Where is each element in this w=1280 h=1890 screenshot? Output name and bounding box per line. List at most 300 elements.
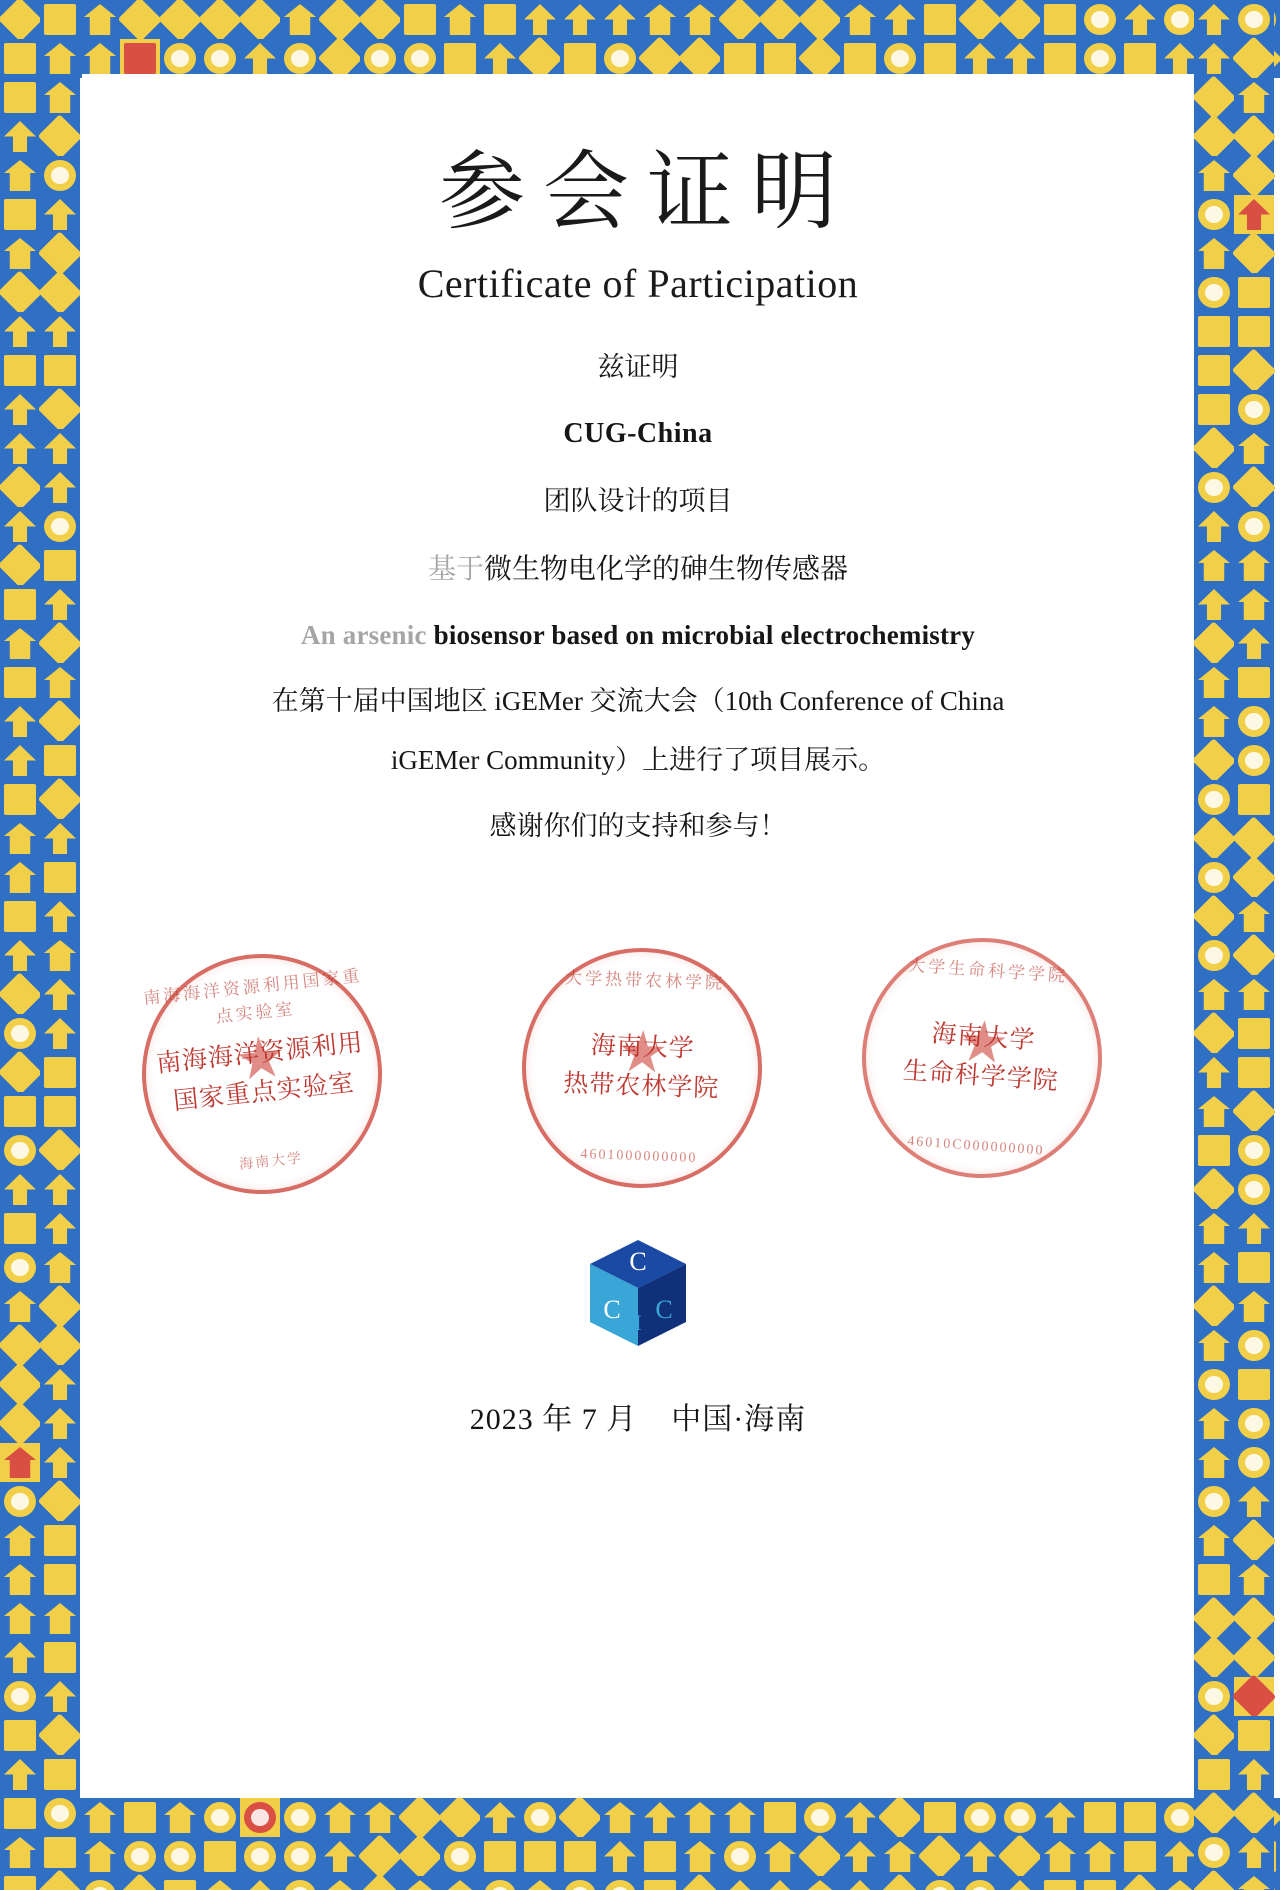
square-icon	[1198, 1135, 1230, 1166]
diamond-icon	[1194, 1791, 1236, 1836]
stamp-arc-bottom: 4601000000000	[580, 1147, 698, 1167]
border-tile	[0, 1794, 40, 1833]
border-band-left	[0, 0, 80, 1890]
house-icon	[324, 1802, 356, 1833]
diamond-icon	[38, 1284, 80, 1329]
diamond-icon	[398, 1798, 443, 1840]
border-tile	[1194, 0, 1234, 39]
border-tile	[40, 624, 80, 663]
arrow-icon	[4, 511, 36, 542]
border-tile	[40, 1872, 80, 1890]
square-icon	[1198, 316, 1230, 347]
border-tile	[0, 273, 40, 312]
diamond-icon	[958, 0, 1003, 42]
border-tile	[40, 1326, 80, 1365]
diamond-icon	[398, 1834, 443, 1879]
border-tile	[1234, 1482, 1274, 1521]
border-tile	[0, 468, 40, 507]
page-title-cn: 参会证明	[439, 144, 855, 240]
border-tile	[1234, 117, 1274, 156]
arrow-icon	[964, 1841, 996, 1872]
border-tile	[1194, 1794, 1234, 1833]
house-icon	[1204, 1802, 1236, 1833]
border-tile	[600, 1837, 640, 1876]
square-icon	[644, 1880, 676, 1890]
border-tile	[240, 1876, 280, 1890]
arrow-icon	[324, 1841, 356, 1872]
diamond-icon	[878, 1873, 923, 1890]
project-title-en	[82, 619, 1194, 651]
border-tile	[1160, 1876, 1200, 1890]
border-tile	[1080, 1876, 1120, 1890]
border-tile	[1234, 1170, 1274, 1209]
diamond-icon	[1232, 1635, 1277, 1680]
house-icon	[1044, 1841, 1076, 1872]
stamp-arc-top: 南海海洋资源利用国家重点实验室	[142, 966, 364, 1027]
stamp-arc-bottom: 46010C000000000	[906, 1134, 1045, 1159]
house-icon	[324, 1880, 356, 1890]
border-tile	[1200, 1876, 1240, 1890]
square-icon	[44, 1837, 76, 1868]
border-tile	[1194, 1404, 1234, 1443]
house-icon	[4, 1841, 36, 1872]
border-tile	[40, 1599, 80, 1638]
border-tile	[1194, 1677, 1234, 1716]
border-tile	[40, 1521, 80, 1560]
border-tile	[240, 0, 280, 39]
border-tile	[880, 39, 920, 78]
border-tile	[840, 1876, 880, 1890]
border-tile	[640, 1876, 680, 1890]
project-title-en-main: biosensor based on microbial electrochemistry	[433, 619, 976, 650]
gear-icon	[44, 511, 76, 542]
border-tile	[1080, 39, 1120, 78]
border-tile	[0, 1716, 40, 1755]
square-icon	[1238, 1057, 1270, 1088]
border-tile	[560, 1876, 600, 1890]
arrow-icon	[1238, 1837, 1270, 1868]
house-icon	[84, 43, 116, 74]
border-tile	[0, 1521, 40, 1560]
border-tile	[0, 195, 40, 234]
square-icon	[484, 1841, 516, 1872]
border-tile	[960, 1837, 1000, 1876]
stamp-arc-top: 大学生命科学学院	[907, 955, 1069, 986]
border-tile	[1194, 1521, 1234, 1560]
border-tile	[1120, 1798, 1160, 1837]
gear-icon	[1198, 940, 1230, 971]
border-tile	[1194, 312, 1234, 351]
square-icon	[1238, 1018, 1270, 1049]
square-icon	[1238, 1369, 1270, 1400]
conference-line-1: 在第十届中国地区 iGEMer 交流大会（10th Conference of China	[271, 686, 1005, 717]
border-tile	[1234, 468, 1274, 507]
diamond-icon	[38, 270, 80, 315]
border-tile	[840, 1798, 880, 1837]
border-tile	[1234, 585, 1274, 624]
border-tile	[1234, 1248, 1274, 1287]
arrow-icon	[44, 589, 76, 620]
square-icon	[44, 355, 76, 386]
gear-icon	[1198, 472, 1230, 503]
border-tile	[160, 1876, 200, 1890]
diamond-icon	[1232, 153, 1277, 198]
border-tile	[40, 1482, 80, 1521]
arrow-icon	[1238, 199, 1270, 230]
arrow-icon	[1004, 1880, 1036, 1890]
border-band-right	[1194, 0, 1280, 1890]
arrow-icon	[4, 43, 36, 74]
border-tile	[1234, 1872, 1274, 1890]
border-tile	[120, 39, 160, 78]
border-tile	[0, 429, 40, 468]
square-icon	[1198, 394, 1230, 425]
border-tile	[0, 312, 40, 351]
gear-icon	[364, 43, 396, 74]
border-tile	[1194, 1092, 1234, 1131]
border-tile	[40, 858, 80, 897]
border-tile	[960, 39, 1000, 78]
diamond-icon	[358, 1834, 403, 1879]
diamond-icon	[1232, 231, 1277, 276]
border-tile	[320, 1837, 360, 1876]
square-icon	[724, 43, 756, 74]
border-tile	[440, 0, 480, 39]
house-icon	[4, 1837, 36, 1868]
diamond-icon	[1194, 1713, 1236, 1758]
gear-icon	[444, 1841, 476, 1872]
gear-icon	[1198, 1369, 1230, 1400]
diamond-icon	[158, 0, 203, 42]
arrow-icon	[44, 901, 76, 932]
gear-icon	[164, 43, 196, 74]
border-tile	[0, 78, 40, 117]
border-tile	[40, 351, 80, 390]
stamp-line-1: 南海海洋资源利用	[155, 1029, 365, 1079]
gear-icon	[4, 1135, 36, 1166]
house-icon	[604, 1802, 636, 1833]
square-icon	[44, 1880, 76, 1890]
border-tile	[280, 39, 320, 78]
border-tile	[40, 1833, 80, 1872]
border-tile	[40, 390, 80, 429]
border-tile	[1240, 1798, 1280, 1837]
house-icon	[404, 1880, 436, 1890]
border-tile	[600, 0, 640, 39]
square-icon	[124, 1802, 156, 1833]
gear-icon	[524, 1802, 556, 1833]
border-tile	[520, 1837, 560, 1876]
arrow-icon	[44, 199, 76, 230]
house-icon	[1238, 82, 1270, 113]
border-tile	[1194, 741, 1234, 780]
border-tile	[40, 1560, 80, 1599]
border-tile	[560, 1798, 600, 1837]
house-icon	[164, 1802, 196, 1833]
arrow-icon	[244, 43, 276, 74]
border-tile	[0, 39, 40, 78]
diamond-icon	[0, 1050, 42, 1095]
square-icon	[1124, 1841, 1156, 1872]
border-tile	[80, 0, 120, 39]
border-tile	[880, 1876, 920, 1890]
diamond-icon	[1194, 738, 1236, 783]
border-tile	[1234, 351, 1274, 390]
diamond-icon	[1232, 1674, 1277, 1719]
border-tile	[160, 1837, 200, 1876]
gear-icon	[44, 4, 76, 35]
border-tile	[680, 39, 720, 78]
square-icon	[4, 784, 36, 815]
gear-icon	[4, 1486, 36, 1517]
border-tile	[1194, 1638, 1234, 1677]
diamond-icon	[1118, 1873, 1163, 1890]
border-tile	[40, 195, 80, 234]
border-tile	[1194, 1131, 1234, 1170]
border-tile	[1194, 1872, 1234, 1890]
gear-icon	[1238, 1447, 1270, 1478]
border-tile	[1194, 1326, 1234, 1365]
border-tile	[40, 39, 80, 78]
arrow-icon	[4, 1174, 36, 1205]
border-tile	[40, 312, 80, 351]
square-icon	[4, 901, 36, 932]
border-tile	[200, 0, 240, 39]
border-tile	[0, 1404, 40, 1443]
border-tile	[40, 429, 80, 468]
border-tile	[880, 0, 920, 39]
arrow-icon	[604, 1841, 636, 1872]
house-icon	[804, 1880, 836, 1890]
border-tile	[40, 1677, 80, 1716]
house-icon	[1198, 550, 1230, 581]
border-tile	[0, 1482, 40, 1521]
border-tile	[40, 273, 80, 312]
square-icon	[1238, 667, 1270, 698]
border-tile	[120, 1798, 160, 1837]
border-tile	[720, 1876, 760, 1890]
square-icon	[44, 4, 76, 35]
border-tile	[480, 1798, 520, 1837]
square-icon	[564, 1841, 596, 1872]
hereby-line: 兹证明	[597, 352, 679, 382]
border-tile	[760, 1798, 800, 1837]
border-tile	[0, 1287, 40, 1326]
gear-icon	[1198, 784, 1230, 815]
house-icon	[44, 1603, 76, 1634]
arrow-icon	[844, 1841, 876, 1872]
square-icon	[1044, 43, 1076, 74]
gear-icon	[604, 43, 636, 74]
gear-icon	[1198, 199, 1230, 230]
border-tile	[0, 1326, 40, 1365]
border-tile	[240, 1798, 280, 1837]
house-icon	[1238, 1291, 1270, 1322]
diamond-icon	[38, 1479, 80, 1524]
square-icon	[44, 1564, 76, 1595]
border-tile	[1194, 1209, 1234, 1248]
gear-icon	[44, 1798, 76, 1829]
border-tile	[1234, 780, 1274, 819]
border-tile	[1194, 858, 1234, 897]
border-tile	[680, 1837, 720, 1876]
house-icon	[1238, 589, 1270, 620]
house-icon	[1084, 1841, 1116, 1872]
border-tile	[280, 0, 320, 39]
arrow-icon	[1238, 1213, 1270, 1244]
gear-icon	[244, 1841, 276, 1872]
border-tile	[1240, 1837, 1280, 1876]
house-icon	[724, 1802, 756, 1833]
border-tile	[680, 0, 720, 39]
project-title-cn	[82, 553, 1194, 587]
border-tile	[0, 1837, 40, 1876]
border-tile	[1194, 663, 1234, 702]
border-tile	[1234, 39, 1274, 78]
house-icon	[44, 82, 76, 113]
border-tile	[40, 702, 80, 741]
diamond-icon	[38, 1869, 80, 1890]
border-tile	[160, 1798, 200, 1837]
border-tile	[1240, 0, 1280, 39]
arrow-icon	[44, 1408, 76, 1439]
gear-icon	[1198, 862, 1230, 893]
border-tile	[800, 1876, 840, 1890]
border-tile	[1234, 702, 1274, 741]
gear-icon	[1238, 394, 1270, 425]
diamond-icon	[1232, 1518, 1277, 1563]
gear-icon	[1238, 706, 1270, 737]
border-tile	[360, 1837, 400, 1876]
diamond-icon	[1232, 855, 1277, 900]
border-tile	[280, 1837, 320, 1876]
diamond-icon	[1232, 1089, 1277, 1134]
diamond-icon	[1194, 1167, 1236, 1212]
arrow-icon	[4, 1642, 36, 1673]
certificate-body	[82, 74, 1194, 1796]
border-tile	[920, 0, 960, 39]
diamond-icon	[918, 1834, 963, 1879]
diamond-icon	[798, 1834, 843, 1879]
border-tile	[40, 780, 80, 819]
house-icon	[4, 862, 36, 893]
border-tile	[1080, 1798, 1120, 1837]
diamond-icon	[438, 1798, 483, 1840]
house-icon	[284, 4, 316, 35]
diamond-icon	[1194, 114, 1236, 159]
border-tile	[120, 1837, 160, 1876]
border-tile	[40, 1053, 80, 1092]
gear-icon	[4, 1880, 36, 1890]
border-tile	[0, 117, 40, 156]
stamp-line-2: 国家重点实验室	[172, 1069, 356, 1116]
border-tile	[400, 0, 440, 39]
border-tile	[480, 1876, 520, 1890]
diamond-icon	[358, 1873, 403, 1890]
border-tile	[320, 1876, 360, 1890]
square-icon	[4, 1213, 36, 1244]
gear-icon	[1198, 1837, 1230, 1868]
square-icon	[1044, 1880, 1076, 1890]
border-tile	[360, 0, 400, 39]
border-tile	[1234, 1638, 1274, 1677]
border-tile	[80, 39, 120, 78]
border-tile	[1194, 624, 1234, 663]
gear-icon	[1238, 1330, 1270, 1361]
border-tile	[1194, 156, 1234, 195]
square-icon	[404, 4, 436, 35]
border-tile	[40, 1716, 80, 1755]
house-icon	[44, 1252, 76, 1283]
border-tile	[1194, 1014, 1234, 1053]
square-icon	[1124, 1802, 1156, 1833]
border-tile	[1240, 1876, 1280, 1890]
square-icon	[44, 1057, 76, 1088]
house-icon	[1238, 550, 1270, 581]
arrow-icon	[1044, 1802, 1076, 1833]
stamp-line-1: 海南大学	[930, 1020, 1037, 1055]
house-icon	[4, 628, 36, 659]
arrow-icon	[1204, 43, 1236, 74]
border-tile	[40, 1170, 80, 1209]
project-title-cn-main: 微生物电化学的砷生物传感器	[484, 554, 849, 586]
stamp-tropical-agriculture-college	[518, 944, 766, 1192]
diamond-icon	[118, 0, 163, 42]
border-tile	[800, 0, 840, 39]
diamond-icon	[0, 1401, 42, 1446]
house-icon	[844, 4, 876, 35]
gear-icon	[484, 1880, 516, 1890]
page-title-en: Certificate of Participation	[417, 261, 859, 306]
gear-icon	[284, 1802, 316, 1833]
house-icon	[4, 823, 36, 854]
border-tile	[360, 1876, 400, 1890]
border-tile	[40, 78, 80, 117]
certificate-text-block	[82, 74, 1194, 843]
arrow-icon	[44, 1802, 76, 1833]
border-tile	[0, 624, 40, 663]
square-icon	[4, 43, 36, 74]
border-tile	[1234, 1833, 1274, 1872]
border-tile	[880, 1798, 920, 1837]
square-icon	[44, 1841, 76, 1872]
border-tile	[640, 0, 680, 39]
border-tile	[1120, 1837, 1160, 1876]
diamond-icon	[678, 1873, 723, 1890]
border-tile	[840, 39, 880, 78]
border-tile	[520, 39, 560, 78]
gear-icon	[1084, 43, 1116, 74]
diamond-icon	[558, 1798, 603, 1840]
diamond-icon	[758, 0, 803, 42]
border-tile	[40, 897, 80, 936]
border-tile	[40, 1794, 80, 1833]
gear-icon	[1238, 745, 1270, 776]
gear-icon	[884, 43, 916, 74]
arrow-icon	[4, 1759, 36, 1790]
square-icon	[4, 1798, 36, 1829]
diamond-icon	[38, 1323, 80, 1368]
border-tile	[840, 0, 880, 39]
border-tile	[320, 1798, 360, 1837]
border-tile	[1234, 1677, 1274, 1716]
border-tile	[40, 585, 80, 624]
square-icon	[44, 550, 76, 581]
border-tile	[240, 39, 280, 78]
gear-icon	[964, 1802, 996, 1833]
thanks-line: 感谢你们的支持和参与！	[489, 811, 787, 842]
arrow-icon	[4, 745, 36, 776]
